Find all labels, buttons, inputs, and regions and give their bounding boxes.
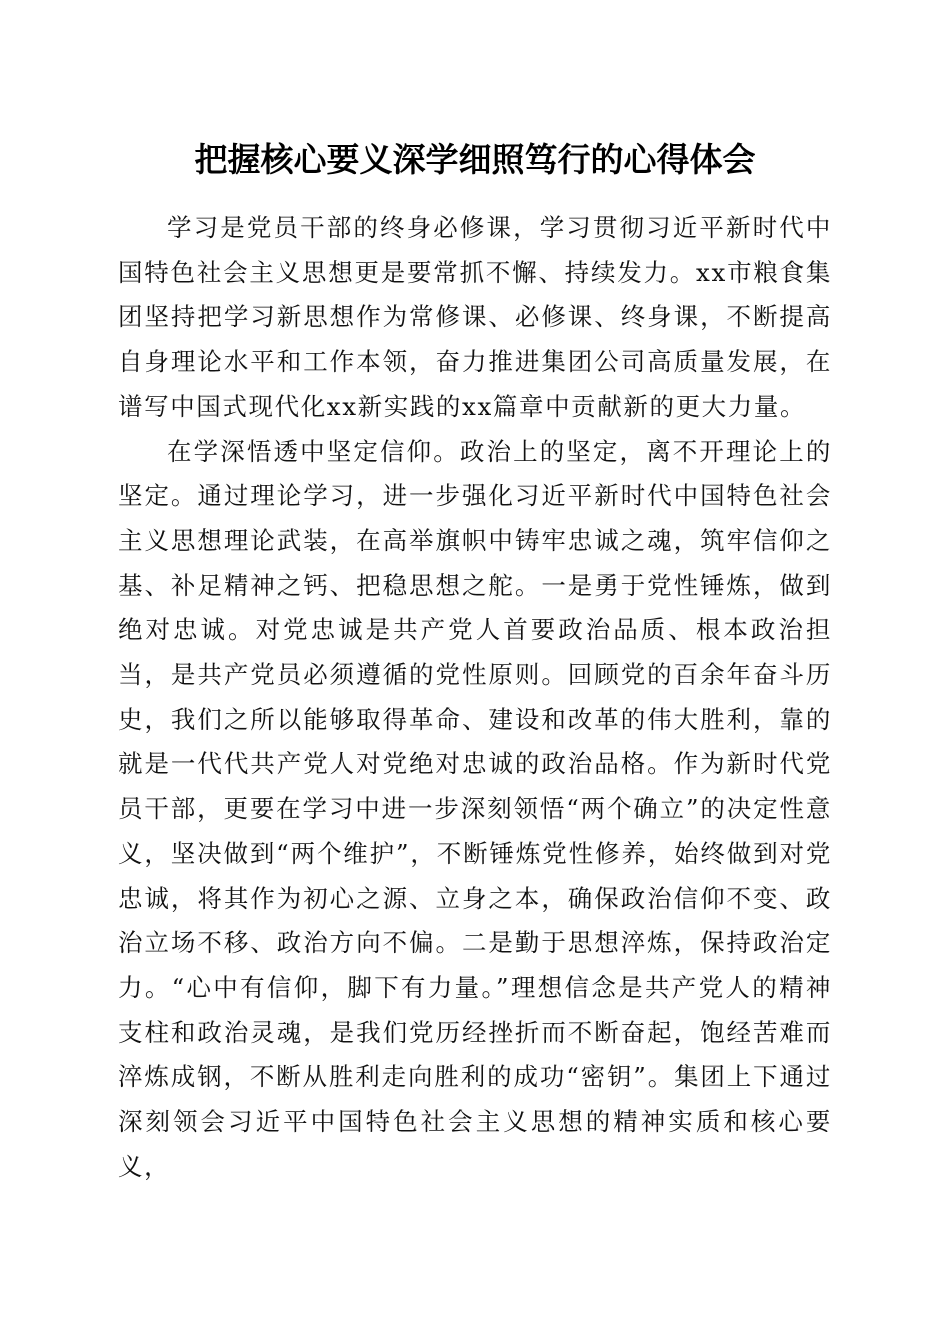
paragraph-intro: 学习是党员干部的终身必修课，学习贯彻习近平新时代中国特色社会主义思想更是要常抓不懈、持续发力。xx市粮食集团坚持把学习新思想作为常修课、必修课、终身课，不断提高自身理论水平和工作本领，奋力推进集团公司高质量发展，在谱写中国式现代化xx新实践的xx篇章中贡献新的更大力量。 <box>118 213 832 421</box>
paragraph-faith: 在学深悟透中坚定信仰。政治上的坚定，离不开理论上的坚定。通过理论学习，进一步强化习近平新时代中国特色社会主义思想理论武装，在高举旗帜中铸牢忠诚之魂，筑牢信仰之基、补足精神之钙、把稳思想之舵。一是勇于党性锤炼，做到绝对忠诚。对党忠诚是共产党人首要政治品质、根本政治担当，是共产党员必须遵循的党性原则。回顾党的百余年奋斗历史，我们之所以能够取得革命、建设和改革的伟大胜利，靠的就是一代代共产党人对党绝对忠诚的政治品格。作为新时代党员干部，更要在学习中进一步深刻领悟“两个确立”的决定性意义，坚决做到“两个维护”，不断锤炼党性修养，始终做到对党忠诚，将其作为初心之源、立身之本，确保政治信仰不变、政治立场不移、政治方向不偏。二是勤于思想淬炼，保持政治定力。“心中有信仰，脚下有力量。”理想信念是共产党人的精神支柱和政治灵魂，是我们党历经挫折而不断奋起，饱经苦难而淬炼成钢，不断从胜利走向胜利的成功“密钥”。集团上下通过深刻领会习近平中国特色社会主义思想的精神实质和核心要义， <box>118 436 832 1181</box>
page-title: 把握核心要义深学细照笃行的心得体会 <box>194 140 756 179</box>
document-body <box>118 206 832 1189</box>
